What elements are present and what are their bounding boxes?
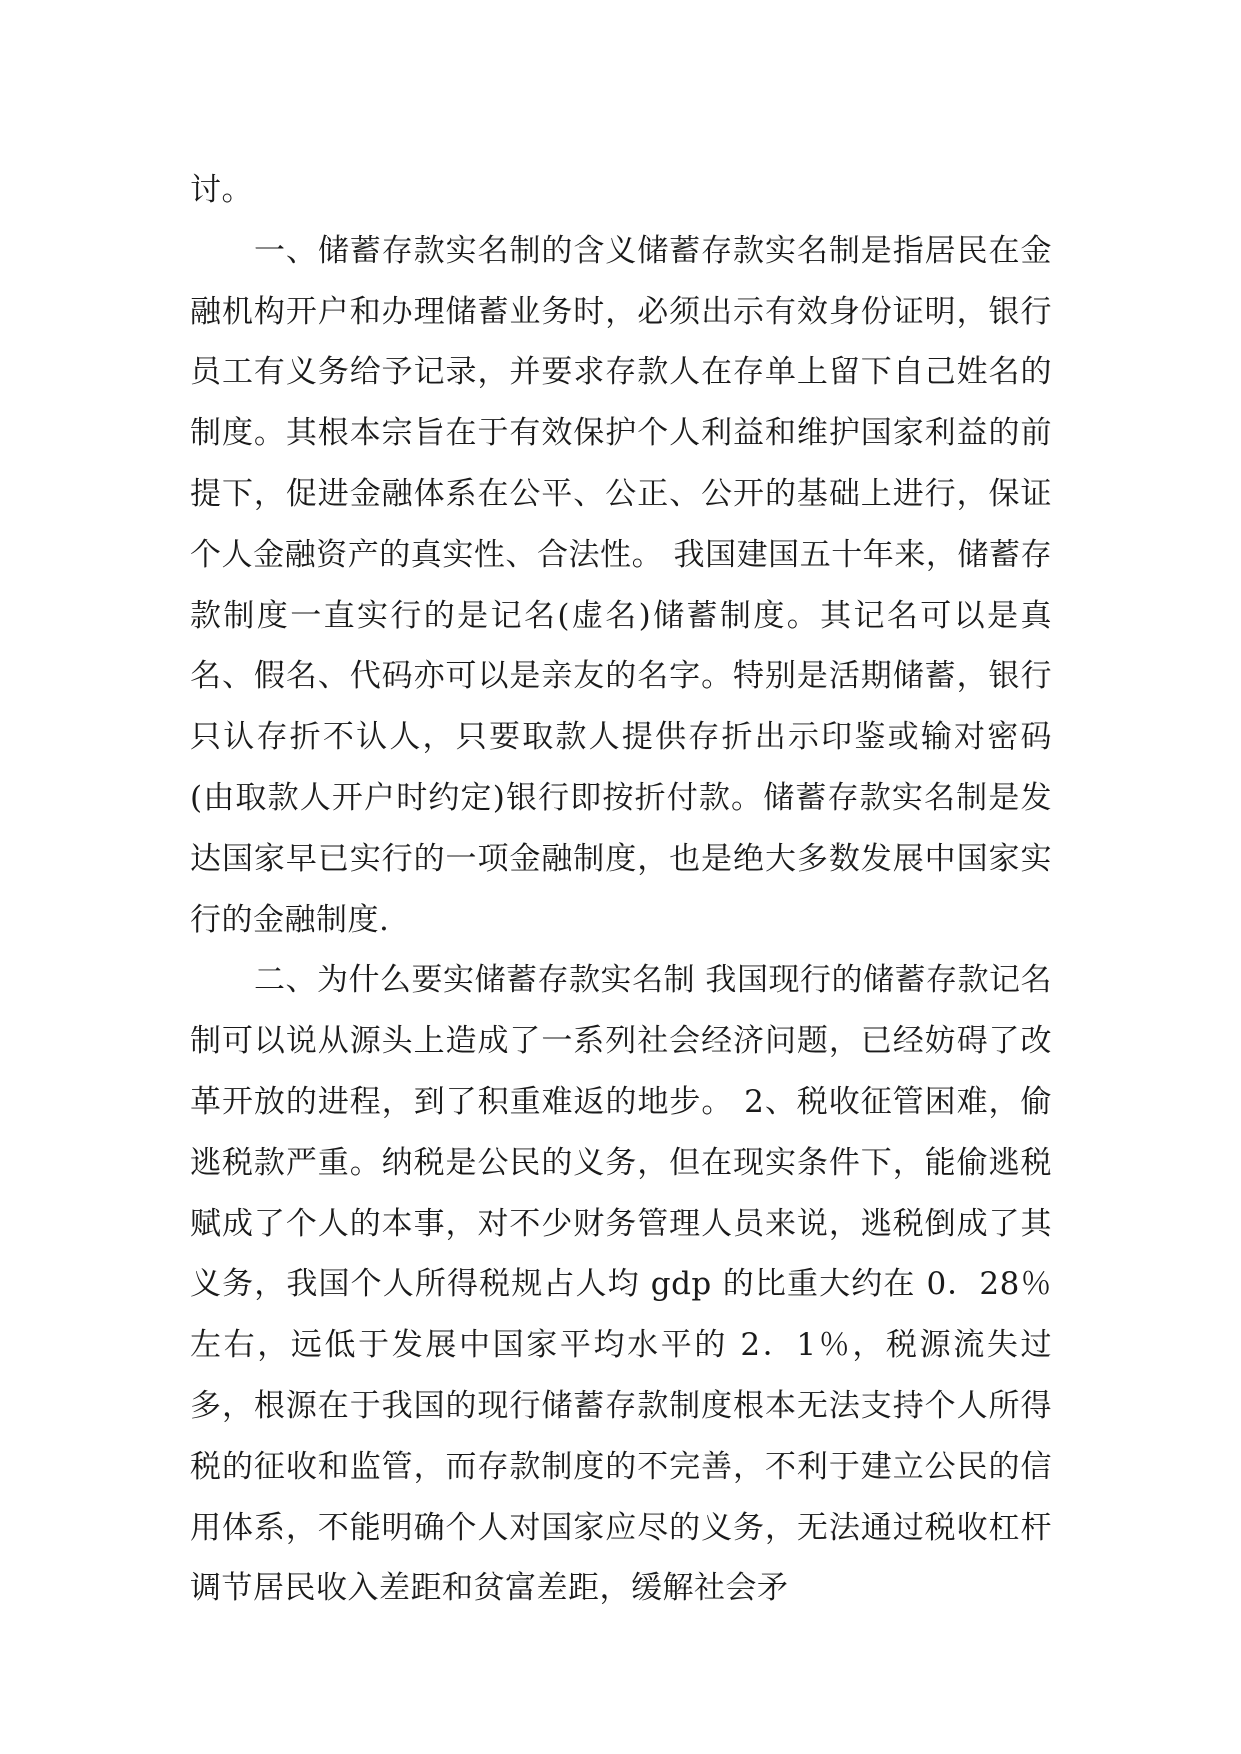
paragraph-section-one: 一、储蓄存款实名制的含义储蓄存款实名制是指居民在金融机构开户和办理储蓄业务时，必须出示有效身份证明，银行员工有义务给予记录，并要求存款人在存单上留下自己姓名的制度。其根本宗旨在于有效保护个人利益和维护国家利益的前提下，促进金融体系在公平、公正、公开的基础上进行，保证个人金融资产的真实性、合法性。 我国建国五十年来，储蓄存款制度一直实行的是记名(虚名)储蓄制度。其记名可以是真名、假名、代码亦可以是亲友的名字。特别是活期储蓄，银行只认存折不认人，只要取款人提供存折出示印鉴或输对密码(由取款人开户时约定)银行即按折付款。储蓄存款实名制是发达国家早已实行的一项金融制度，也是绝大多数发展中国家实行的金融制度. — [190, 232, 1052, 938]
paragraph-section-two: 二、为什么要实储蓄存款实名制 我国现行的储蓄存款记名制可以说从源头上造成了一系列社会经济问题，已经妨碍了改革开放的进程，到了积重难返的地步。 2、税收征管困难，偷逃税款严重。纳税是公民的义务，但在现实条件下，能偷逃税赋成了个人的本事，对不少财务管理人员来说，逃税倒成了其义务，我国个人所得税规占人均 gdp 的比重大约在 0．28％左右，远低于发展中国家平均水平的 2．1％，税源流失过多，根源在于我国的现行储蓄存款制度根本无法支持个人所得税的征收和监管，而存款制度的不完善，不利于建立公民的信用体系，不能明确个人对国家应尽的义务，无法通过税收杠杆调节居民收入差距和贫富差距，缓解社会矛 — [190, 962, 1052, 1607]
paragraph-continuation: 讨。 — [190, 172, 253, 208]
document-body — [190, 160, 1052, 1619]
